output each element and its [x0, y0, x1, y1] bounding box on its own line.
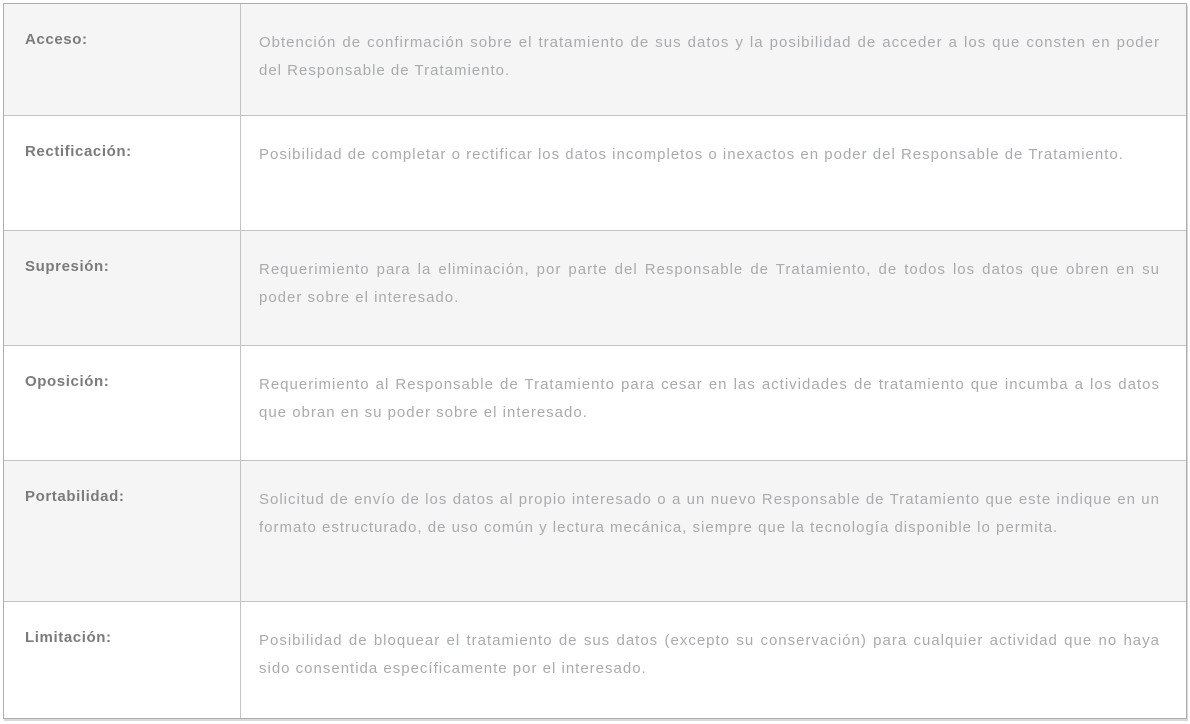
- right-description: Requerimiento para la eliminación, por parte del Responsable de Tratamiento, de todos los datos que obren en su poder sobre el interesado.: [259, 261, 1160, 306]
- right-name-label: Limitación:: [4, 602, 241, 718]
- right-description: Posibilidad de completar o rectificar los datos incompletos o inexactos en poder del Responsable de Tratamiento.: [259, 146, 1124, 163]
- right-description: Posibilidad de bloquear el tratamiento de sus datos (excepto su conservación) para cualquier actividad que no haya sido consentida específicamente por el interesado.: [259, 632, 1160, 677]
- table-row: [4, 602, 1186, 718]
- table-row: [4, 231, 1186, 346]
- table-row: [4, 116, 1186, 231]
- right-name-label: Rectificación:: [4, 116, 241, 230]
- right-name-label: Acceso:: [4, 4, 241, 115]
- right-description: Requerimiento al Responsable de Tratamiento para cesar en las actividades de tratamiento que incumba a los datos que obran en su poder sobre el interesado.: [259, 376, 1160, 421]
- right-description: Solicitud de envío de los datos al propio interesado o a un nuevo Responsable de Tratamiento que este indique en un formato estructurado, de uso común y lectura mecánica, siempre que la tecnología disponible lo permita.: [259, 491, 1160, 536]
- right-name-label: Portabilidad:: [4, 461, 241, 601]
- table-row: [4, 4, 1186, 116]
- right-name-label: Oposición:: [4, 346, 241, 460]
- table-row: [4, 461, 1186, 602]
- right-name-label: Supresión:: [4, 231, 241, 345]
- table-row: [4, 346, 1186, 461]
- right-description: Obtención de confirmación sobre el tratamiento de sus datos y la posibilidad de acceder a los que consten en poder del Responsable de Tratamiento.: [259, 34, 1160, 79]
- data-rights-table: [3, 3, 1187, 719]
